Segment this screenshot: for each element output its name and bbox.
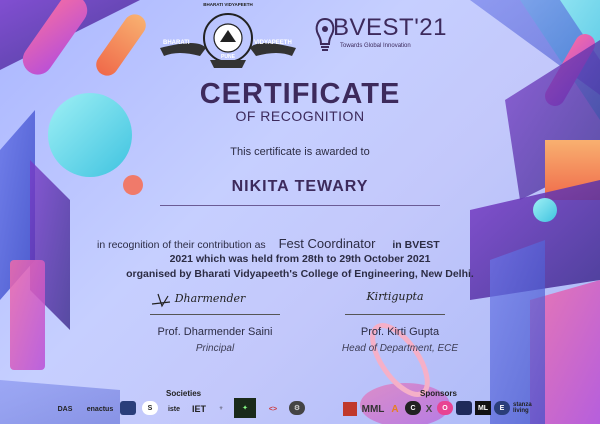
society-logo-s: S bbox=[142, 401, 158, 415]
signature-principal: Dharmender bbox=[174, 292, 246, 305]
sponsor-logo-o: O bbox=[437, 401, 453, 415]
society-logo-iste: iste bbox=[167, 405, 181, 413]
society-logo-torch-icon: ♆ bbox=[218, 404, 224, 412]
sponsor-logo-cube-icon bbox=[343, 402, 357, 416]
university-emblem bbox=[158, 8, 298, 70]
signature-hod: Kirtigupta bbox=[366, 290, 424, 303]
sponsors-label: Sponsors bbox=[420, 389, 457, 398]
event-tagline: Towards Global Innovation bbox=[340, 43, 411, 49]
body-line-3 bbox=[0, 268, 600, 280]
university-name-left: BHARATI bbox=[163, 40, 190, 46]
body-line-1-prefix: in recognition of their contribution as bbox=[97, 239, 266, 251]
signer-name-principal: Prof. Dharmender Saini bbox=[157, 326, 273, 338]
society-logo-iet: IET bbox=[191, 404, 206, 414]
university-city: PUNE bbox=[221, 54, 235, 60]
sponsor-logo-a: A bbox=[391, 403, 399, 415]
society-logo-enactus: enactus bbox=[86, 405, 114, 413]
society-logo-shield-icon bbox=[120, 401, 136, 415]
signer-title-hod: Head of Department, ECE bbox=[341, 343, 459, 354]
body-line-1 bbox=[97, 236, 440, 251]
sponsor-logo-ml: ML bbox=[475, 401, 491, 415]
role-name: Fest Coordinator bbox=[278, 236, 376, 251]
society-logo-gear-icon: ⚙ bbox=[289, 401, 305, 415]
sponsor-logo-stanza: stanza living bbox=[513, 402, 532, 414]
body-line-3-text: organised by Bharati Vidyapeeth's College of Engineering, New Delhi. bbox=[126, 268, 474, 280]
recipient-underline bbox=[160, 205, 440, 206]
university-arc-text: BHARATI VIDYAPEETH bbox=[203, 2, 253, 7]
university-name-right: VIDYAPEETH bbox=[254, 40, 292, 46]
society-logo-code-icon: <> bbox=[268, 405, 278, 413]
signature-stroke-principal bbox=[150, 290, 190, 308]
awarded-text: This certificate is awarded to bbox=[230, 146, 370, 158]
recipient-name: NIKITA TEWARY bbox=[231, 178, 369, 195]
certificate-subtitle: OF RECOGNITION bbox=[235, 108, 365, 124]
society-logo-das: DAS bbox=[57, 405, 73, 413]
sponsor-logo-mml: MML bbox=[361, 403, 385, 415]
signer-title-principal: Principal bbox=[195, 343, 235, 354]
sponsor-logo-c: C bbox=[405, 401, 421, 415]
signature-line-hod bbox=[345, 314, 445, 315]
certificate-title: CERTIFICATE bbox=[199, 78, 401, 110]
body-line-1-suffix: in BVEST bbox=[392, 239, 440, 251]
signature-line-principal bbox=[150, 314, 280, 315]
event-logo-name: BVEST'21 bbox=[333, 14, 447, 41]
body-line-2-text: 2021 which was held from 28th to 29th October 2021 bbox=[169, 253, 431, 265]
societies-label: Societies bbox=[166, 389, 202, 398]
sponsor-logo-box-icon bbox=[456, 401, 472, 415]
signer-name-hod: Prof. Kirti Gupta bbox=[360, 326, 440, 338]
sponsor-logo-e: E bbox=[494, 401, 510, 415]
sponsor-logo-x: X bbox=[425, 403, 433, 415]
society-logo-robot-icon: ✦ bbox=[234, 398, 256, 418]
body-line-2 bbox=[0, 253, 600, 265]
